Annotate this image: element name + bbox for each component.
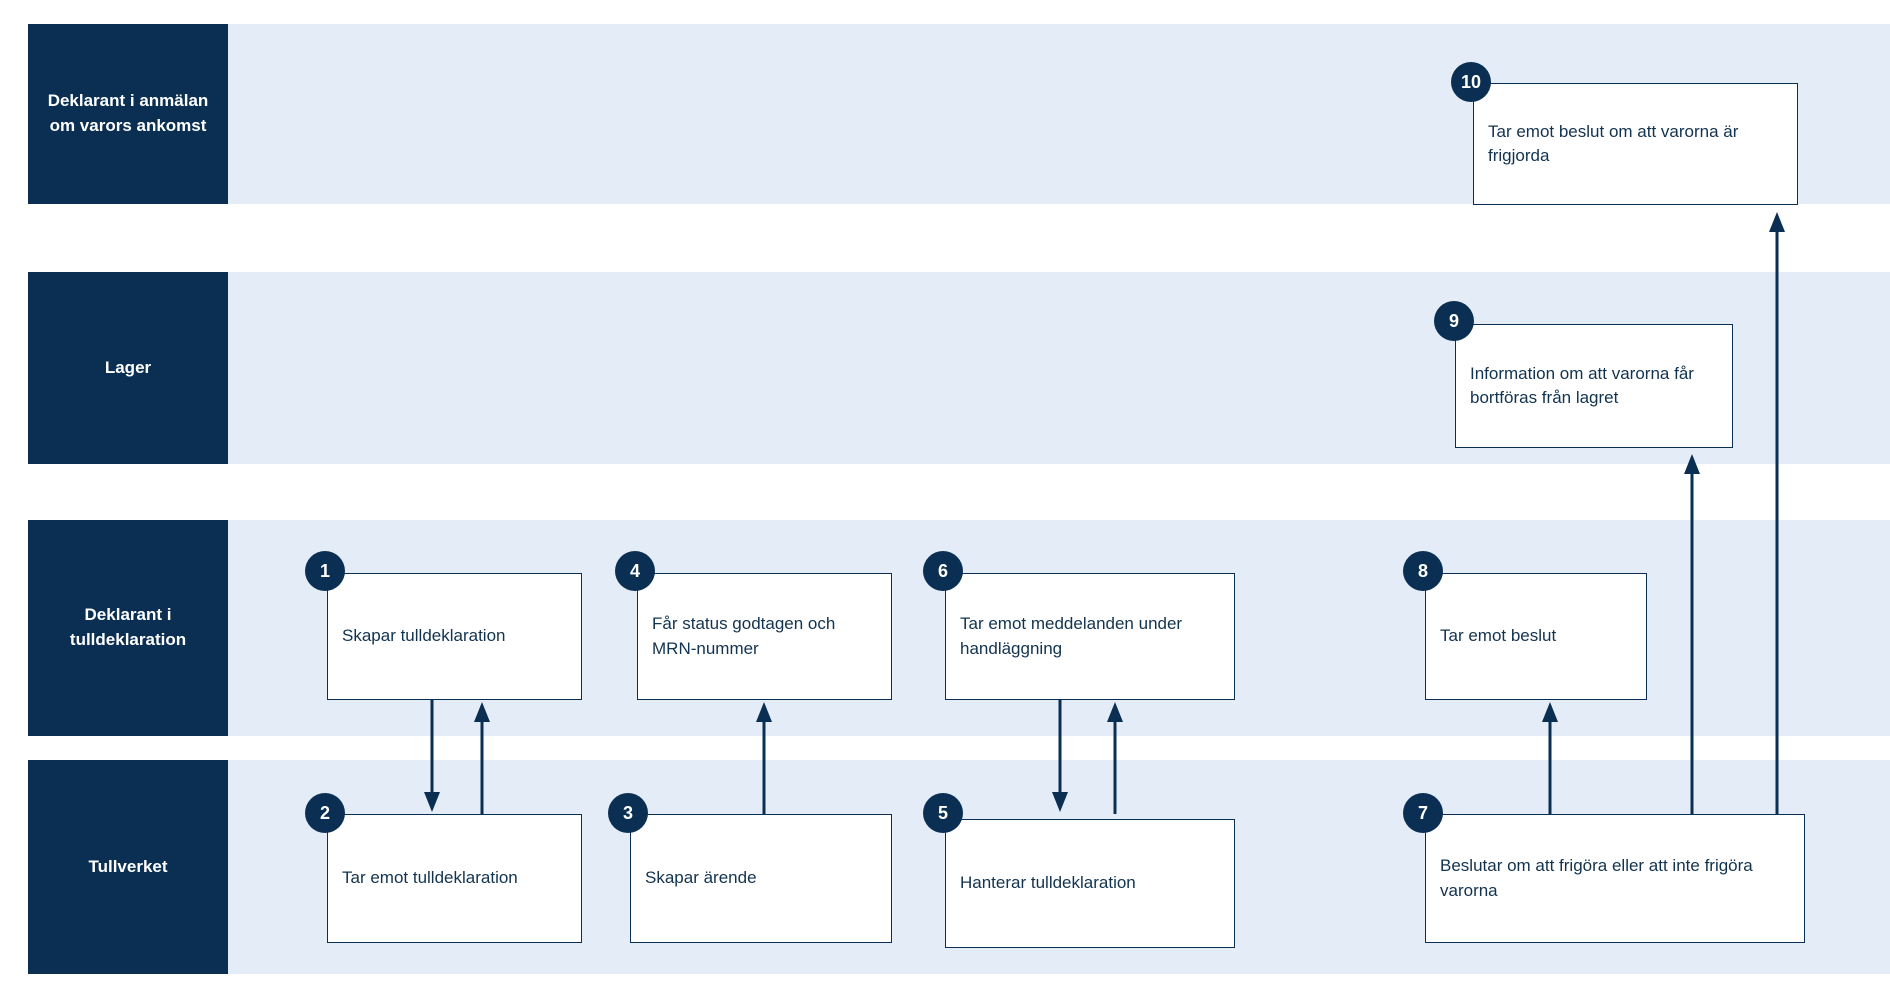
step-badge-8: 8 [1403, 551, 1443, 591]
lane-label-deklarant-anmalan: Deklarant i anmälan om varors ankomst [28, 24, 228, 204]
step-badge-2: 2 [305, 793, 345, 833]
step-node-10[interactable] [1473, 83, 1798, 205]
connector-3-to-4 [752, 700, 776, 814]
step-label-3: Skapar ärende [645, 868, 757, 888]
connector-2-to-4 [470, 700, 494, 814]
step-badge-1: 1 [305, 551, 345, 591]
lane-label-tullverket: Tullverket [28, 760, 228, 974]
step-label-4: Får status godtagen och MRN-nummer [652, 614, 836, 658]
step-node-9[interactable] [1455, 324, 1733, 448]
step-node-3[interactable] [630, 814, 892, 943]
step-badge-6: 6 [923, 551, 963, 591]
step-label-2: Tar emot tulldeklaration [342, 868, 518, 888]
step-badge-4: 4 [615, 551, 655, 591]
step-label-9: Information om att varorna får bortföras från lagret [1470, 363, 1694, 407]
connector-1-to-2 [420, 700, 444, 814]
step-label-1: Skapar tulldeklaration [342, 626, 506, 646]
step-label-6: Tar emot meddelanden under handläggning [960, 614, 1183, 658]
connector-7-to-8 [1538, 700, 1562, 814]
step-node-1[interactable] [327, 573, 582, 700]
step-badge-10: 10 [1451, 62, 1491, 102]
connector-7-to-9 [1680, 452, 1704, 814]
step-label-5: Hanterar tulldeklaration [960, 873, 1136, 893]
connector-7-to-10 [1765, 210, 1789, 814]
step-node-4[interactable] [637, 573, 892, 700]
step-badge-3: 3 [608, 793, 648, 833]
connector-5-to-6 [1103, 700, 1127, 814]
step-label-10: Tar emot beslut om att varorna är frigjorda [1488, 121, 1739, 165]
step-node-7[interactable] [1425, 814, 1805, 943]
step-node-2[interactable] [327, 814, 582, 943]
step-node-6[interactable] [945, 573, 1235, 700]
step-label-8: Tar emot beslut [1440, 626, 1557, 646]
connector-6-to-5 [1048, 700, 1072, 814]
step-badge-7: 7 [1403, 793, 1443, 833]
step-label-7: Beslutar om att frigöra eller att inte frigöra varorna [1440, 856, 1753, 900]
step-node-5[interactable] [945, 819, 1235, 948]
lane-label-deklarant-tulldeklaration: Deklarant i tulldeklaration [28, 520, 228, 736]
step-badge-9: 9 [1434, 301, 1474, 341]
step-node-8[interactable] [1425, 573, 1647, 700]
step-badge-5: 5 [923, 793, 963, 833]
lane-label-lager: Lager [28, 272, 228, 464]
